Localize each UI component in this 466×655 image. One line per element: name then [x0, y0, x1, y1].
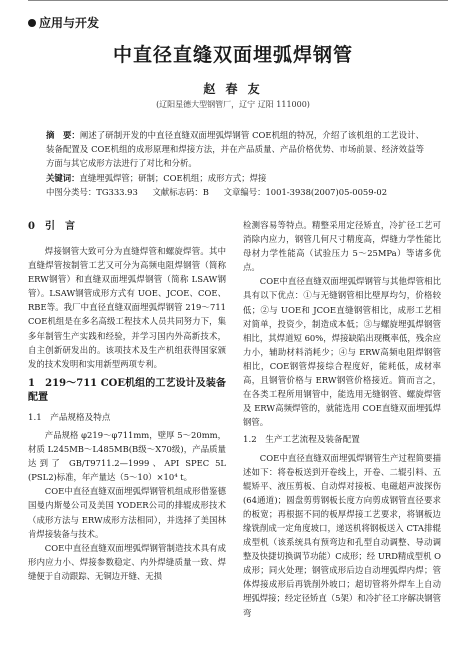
section-1-heading: 1 219～711 COE机组的工艺设计及装备配置 — [28, 377, 226, 403]
left-paragraph-3: COE中直径直缝双面埋弧焊钢管制造技术具有成形内应力小、焊接参数稳定、内外焊缝质量一致、焊缝便于自动跟踪、无铜边开缝、无损 — [28, 542, 226, 581]
right-column — [243, 218, 441, 620]
article-meta — [46, 186, 424, 199]
section-tag-label: 应用与开发 — [39, 16, 100, 30]
subsection-1-2-heading: 1.2 生产工艺流程及装备配置 — [243, 435, 360, 446]
intro-paragraph: 焊接钢管大致可分为直缝焊管和螺旋焊管。其中直缝焊管按制管工艺又可分为高频电阻焊钢管（简称 ERW钢管）和直缝双面埋弧焊钢管（简称 LSAW钢管）。LSAW钢管成形方式有 UOE、JCOE、COE、RBE等。我厂中直径直缝双面埋弧焊钢管 219～711 COE机组是在多名高级工程技术人员共同努力下，集多年制管生产实践和经验，并学习国内外高新技术，自主创新研发出的。该项技术及生产机组获得国家颁发的技术发明和实用新型两项专利。 — [28, 246, 226, 369]
subsection-1-1-paragraph: 产品规格 φ219～φ711mm，壁厚 5～20mm，材质 L245MB～L485MB(B级～X70级)，产品质量达到了 GB/T9711.2—1999、API SPEC 5L (PSL2)标准，年产量达（5～10）×10⁴ t。 — [28, 429, 226, 483]
top-rule — [28, 0, 448, 1]
keywords — [46, 172, 424, 185]
left-paragraph-2: COE中直径直缝双面埋弧焊钢管机组成形借鉴德国曼内斯曼公司及美国 YODER公司的排辊成形技术（成形方法与 ERW成形方法相同），并选择了美国林肯焊接装备与技术。 — [28, 486, 226, 539]
subsection-1-1-heading: 1.1 产品规格及特点 — [28, 412, 111, 423]
abstract-label: 摘 要： — [46, 130, 80, 140]
clc-number: 中图分类号：TG333.93 — [46, 187, 138, 197]
document-code: 文献标志码：B — [152, 187, 209, 197]
right-paragraph-2: COE中直径直缝双面埋弧焊钢管与其他焊管相比具有以下优点：①与无缝钢管相比壁厚均匀，价格较低；②与 UOE和 JCOE直缝钢管相比，成形工艺相对简单，投资少，制造成本低；③与螺旋埋弧焊钢管相比，其焊道短 60%，焊接缺陷出现概率低，残余应力小，辅助材料消耗少；④与 ERW高频电阻焊钢管相比，COE钢管焊接综合程度好，能耗低，成材率高，且钢管价格与 ERW钢管价格接近。简而言之，在各类工程所用钢管中，能选用无缝钢管、螺旋焊管及 ERW高频焊管的，就能选用 COE直缝双面埋弧焊钢管。 — [243, 276, 441, 428]
section-tag — [28, 14, 99, 31]
left-column — [28, 218, 226, 583]
intro-heading: 0 引 言 — [28, 221, 75, 232]
article-number: 文章编号：1001-3938(2007)05-0059-02 — [223, 187, 388, 197]
abstract-text: 阐述了研制开发的中直径直缝双面埋弧焊钢管 COE机组的特况，介绍了该机组的工艺设计、装备配置及 COE机组的成形原理和焊接方法，并在产品质量、产品价格优势、市场前景、经济效益等方面与其它成形方法进行了对比和分析。 — [46, 130, 424, 168]
keywords-text: 直缝埋弧焊管；研制；COE机组；成形方式；焊接 — [79, 173, 267, 183]
right-paragraph-1: 检测容易等特点。精整采用定径矫直，冷扩径工艺可消除内应力，钢管几何尺寸精度高，焊缝力学性能比母材力学性能高（试验压力 5～25MPa）等诸多优点。 — [243, 220, 441, 273]
author-affiliation: (辽阳星德大型钢管厂，辽宁 辽阳 111000) — [156, 100, 310, 109]
abstract — [46, 128, 424, 170]
author-name: 赵 春 友 — [203, 82, 263, 96]
bullet-icon — [28, 19, 36, 27]
subsection-1-2-paragraph: COE中直径直缝双面埋弧焊钢管生产过程简要描述如下：将卷板送到开卷线上，开卷、二辊引料、五辊矫平、液压剪板、自动焊对接板、电磁超声波探伤(64通道)；圆盘剪剪钢板长度方向剪成钢管直径要求的板宽；再根据不同的板厚焊接工艺要求，将钢板边缘铣削成一定角度坡口，递送机将钢板送入 CTA排辊成型机（该系统具有预弯边和孔型自动调整、导动调整及快捷切换调节功能）C成形；经 URD精成型机 O成形；同火处理；钢管成形后边自动埋弧焊内焊；管体焊接成形后再铣削外坡口；超切管将外焊车上自动埋弧焊接；经定径矫直（5架）和冷扩径工序解决钢管弯 — [243, 452, 441, 618]
keywords-label: 关键词： — [46, 173, 80, 183]
article-title: 中直径直缝双面埋弧焊钢管 — [112, 44, 353, 66]
